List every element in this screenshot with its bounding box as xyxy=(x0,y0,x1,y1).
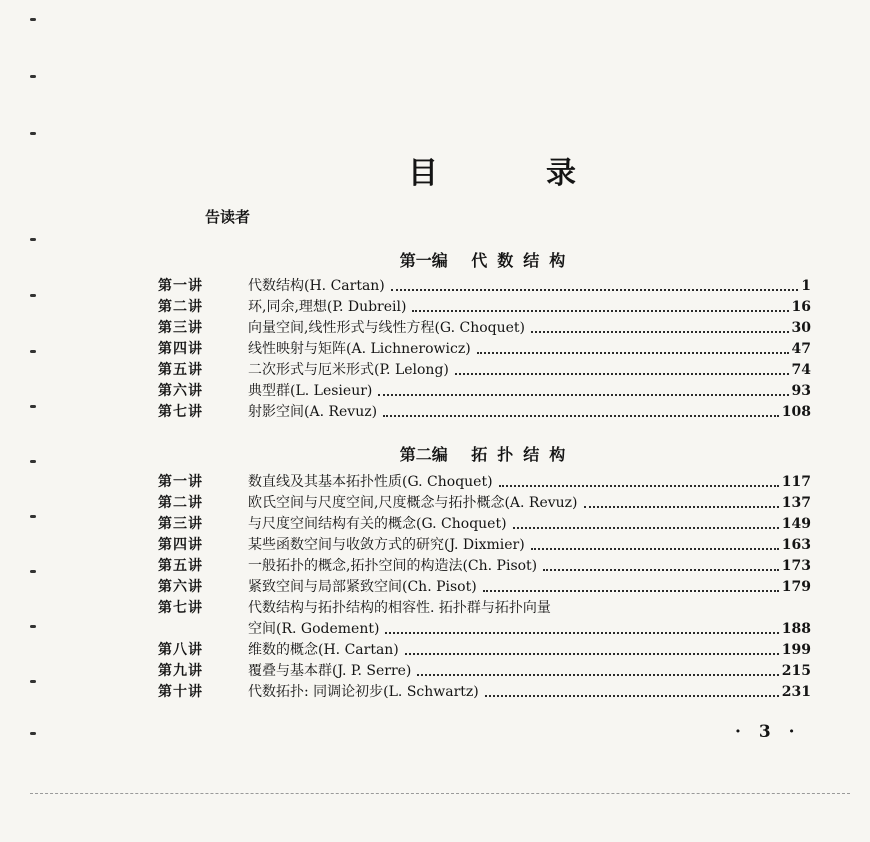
entry-title: 覆叠与基本群(J. P. Serre) xyxy=(248,663,412,679)
entry-title-line2: 空间(R. Godement) xyxy=(248,621,380,637)
entry-title: 维数的概念(H. Cartan) xyxy=(248,642,399,658)
lecture-number: 第一讲 xyxy=(158,278,203,294)
toc-entry xyxy=(158,402,811,423)
part-number: 第一编 xyxy=(399,251,448,270)
dot-leader xyxy=(455,372,789,375)
entry-title: 与尺度空间结构有关的概念(G. Choquet) xyxy=(248,516,507,532)
title-char-2: 录 xyxy=(546,156,578,191)
toc-entry xyxy=(158,360,811,381)
binding-mark xyxy=(30,18,36,21)
toc-entry xyxy=(158,514,811,535)
lecture-number: 第五讲 xyxy=(158,362,203,378)
dot-leader xyxy=(531,330,789,333)
entry-page: 231 xyxy=(781,684,811,700)
entry-title: 紧致空间与局部紧致空间(Ch. Pisot) xyxy=(248,579,477,595)
binding-mark xyxy=(30,405,36,408)
toc-entry xyxy=(158,493,811,514)
entry-page: 93 xyxy=(791,383,811,399)
lecture-number: 第六讲 xyxy=(158,383,203,399)
binding-mark xyxy=(30,570,36,573)
dot-leader xyxy=(378,393,788,396)
entry-page: 74 xyxy=(791,362,811,378)
entry-page: 149 xyxy=(781,516,811,532)
title-char-1: 目 xyxy=(408,156,440,191)
entry-page: 30 xyxy=(791,320,811,336)
binding-mark xyxy=(30,732,36,735)
entry-page: 215 xyxy=(781,663,811,679)
toc-entry xyxy=(158,276,811,297)
part-heading-2 xyxy=(0,442,870,465)
entry-title: 代数结构与拓扑结构的相容性. 拓扑群与拓扑向量 xyxy=(248,600,551,616)
toc-entry xyxy=(158,472,811,493)
page-title xyxy=(408,148,578,192)
entry-page: 47 xyxy=(791,341,811,357)
toc-entry xyxy=(158,535,811,556)
toc-entry xyxy=(158,682,811,703)
entry-title: 代数结构(H. Cartan) xyxy=(248,278,385,294)
dot-leader xyxy=(483,589,779,592)
lecture-number: 第二讲 xyxy=(158,495,203,511)
toc-entry xyxy=(158,381,811,402)
dot-leader xyxy=(531,547,779,550)
dot-leader xyxy=(417,673,778,676)
toc-entry xyxy=(158,297,811,318)
part-heading-1 xyxy=(0,248,870,271)
entry-page: 173 xyxy=(781,558,811,574)
dot-leader xyxy=(383,414,779,417)
binding-mark xyxy=(30,515,36,518)
entry-title: 一般拓扑的概念,拓扑空间的构造法(Ch. Pisot) xyxy=(248,558,538,574)
toc-part-2 xyxy=(158,472,811,703)
lecture-number: 第六讲 xyxy=(158,579,203,595)
toc-part-1 xyxy=(158,276,811,423)
lecture-number: 第五讲 xyxy=(158,558,203,574)
lecture-number: 第九讲 xyxy=(158,663,203,679)
entry-page: 16 xyxy=(791,299,811,315)
toc-entry xyxy=(158,640,811,661)
toc-entry xyxy=(158,577,811,598)
entry-title: 欧氏空间与尺度空间,尺度概念与拓扑概念(A. Revuz) xyxy=(248,495,578,511)
toc-entry xyxy=(158,556,811,577)
entry-title: 典型群(L. Lesieur) xyxy=(248,383,373,399)
dot-leader xyxy=(385,631,778,634)
lecture-number: 第八讲 xyxy=(158,642,203,658)
lecture-number: 第一讲 xyxy=(158,474,203,490)
binding-mark xyxy=(30,680,36,683)
dot-leader xyxy=(391,288,798,291)
lecture-number: 第四讲 xyxy=(158,341,203,357)
part-title: 拓扑结构 xyxy=(471,445,576,464)
binding-mark xyxy=(30,132,36,135)
dot-leader xyxy=(405,652,779,655)
dot-leader xyxy=(499,484,779,487)
binding-mark xyxy=(30,238,36,241)
entry-page: 108 xyxy=(781,404,811,420)
part-title: 代数结构 xyxy=(471,251,576,270)
toc-entry xyxy=(158,661,811,682)
entry-title: 向量空间,线性形式与线性方程(G. Choquet) xyxy=(248,320,526,336)
entry-page: 1 xyxy=(801,278,811,294)
entry-title: 二次形式与厄米形式(P. Lelong) xyxy=(248,362,449,378)
lecture-number: 第三讲 xyxy=(158,516,203,532)
entry-page: 188 xyxy=(781,621,811,637)
entry-title: 代数拓扑: 同调论初步(L. Schwartz) xyxy=(248,684,479,700)
binding-mark xyxy=(30,625,36,628)
dot-leader xyxy=(477,351,789,354)
lecture-number: 第十讲 xyxy=(158,684,203,700)
part-number: 第二编 xyxy=(399,445,448,464)
entry-page: 137 xyxy=(781,495,811,511)
entry-page: 199 xyxy=(781,642,811,658)
toc-entry xyxy=(158,598,811,640)
scan-edge-line xyxy=(30,793,850,794)
binding-mark xyxy=(30,350,36,353)
entry-title: 环,同余,理想(P. Dubreil) xyxy=(248,299,407,315)
dot-leader xyxy=(485,694,779,697)
toc-entry xyxy=(158,339,811,360)
entry-title: 射影空间(A. Revuz) xyxy=(248,404,378,420)
page-number: · 3 · xyxy=(735,722,801,742)
dot-leader xyxy=(543,568,779,571)
toc-entry xyxy=(158,318,811,339)
entry-page: 163 xyxy=(781,537,811,553)
lecture-number: 第三讲 xyxy=(158,320,203,336)
dot-leader xyxy=(412,309,788,312)
lecture-number: 第七讲 xyxy=(158,600,203,616)
entry-title: 数直线及其基本拓扑性质(G. Choquet) xyxy=(248,474,493,490)
lecture-number: 第二讲 xyxy=(158,299,203,315)
lecture-number: 第七讲 xyxy=(158,404,203,420)
to-reader-entry: 告读者 xyxy=(205,208,251,226)
entry-page: 179 xyxy=(781,579,811,595)
binding-mark xyxy=(30,75,36,78)
dot-leader xyxy=(513,526,779,529)
entry-page: 117 xyxy=(781,474,811,490)
binding-mark xyxy=(30,294,36,297)
lecture-number: 第四讲 xyxy=(158,537,203,553)
dot-leader xyxy=(584,505,779,508)
entry-title: 线性映射与矩阵(A. Lichnerowicz) xyxy=(248,341,471,357)
entry-title: 某些函数空间与收敛方式的研究(J. Dixmier) xyxy=(248,537,525,553)
binding-mark xyxy=(30,460,36,463)
